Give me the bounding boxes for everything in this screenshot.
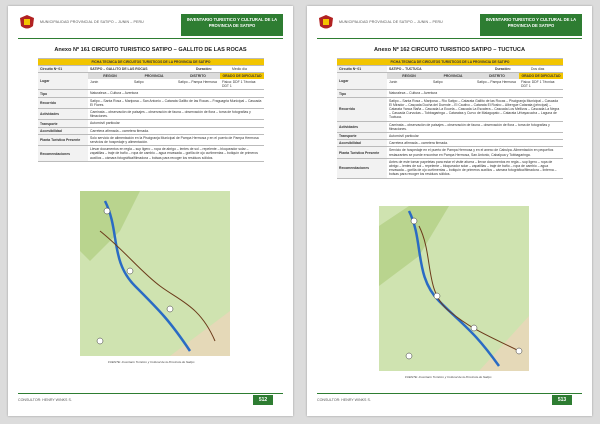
route-map — [379, 206, 529, 371]
difficulty-header: GRADO DE DIFICULTAD — [220, 73, 264, 79]
district-header: DISTRITO — [176, 73, 220, 79]
difficulty-value: Fisica: DDF 1 Técnica: DDT 1 — [521, 80, 556, 89]
access-value: Carretera afirmada – carretera firmada. — [90, 128, 149, 133]
annex-title: Anexo Nº 161 CIRCUITO TURISTICO SATIPO – GALLITO DE LAS ROCAS — [54, 47, 247, 53]
type-value: Naturaleza – Cultura – Aventura — [90, 91, 139, 96]
difficulty-value: Fisica: DDF 1 Técnica: DDT 1 — [222, 80, 257, 89]
route-label: Recorrido — [38, 98, 88, 108]
circuit-name: SATIPO – GALLITO DE LAS ROCAS — [90, 67, 148, 72]
route-value: Satipo – Santa Rosa – Mariposa – San Antonio – Catarata Gallito de las Rocas – Fraguagria Municipal – Cascada El Flores. — [90, 98, 262, 107]
duration-label: Duración: — [196, 67, 212, 72]
province-value: Satipo — [433, 80, 443, 85]
activities-label: Actividades — [337, 122, 387, 132]
consultant-name: CONSULTOR: HENRY WINKS S. — [317, 398, 371, 402]
recommendations-value: Llevar documentos en regla – sup ligero – ropa de abrigo – lentes de sol – repelente – bloqueador solar – zapatillas – traje de baño – ropa de cambio – agua envasada – gorilla de ojo curtimentas – botiquín de primeros auxilios – cámara fotográfica/filmadora – bolsas para recoger los residuos sólidos. — [90, 147, 258, 160]
type-label: Tipo — [337, 90, 387, 96]
circuit-label: Circuito Nº 01 — [38, 66, 88, 72]
access-value: Carretera afirmada – carretera firmada. — [389, 141, 448, 146]
left-page — [8, 6, 293, 416]
recommendations-value: Antes de este tomar papeletas para estar el visite afuera – llevar documentos en regla – sup ligero – ropa de abrigo – lentes de sol – repelente – bloqueador solar – zapatillas – traje de baño – ropa de cambio – agua envasada – gorilla de ojo curtimentas – botiquín de primeros auxilios – cámara fotográfica/filmadora – linterna – bolsas para recoger los residuos sólidos. — [389, 159, 557, 177]
page-number: 512 — [253, 395, 273, 405]
province-header: PROVINCIA — [132, 73, 176, 79]
header-divider — [317, 38, 582, 39]
page-number: 513 — [552, 395, 572, 405]
region-header: REGION — [387, 73, 431, 79]
duration-value: Medio día — [232, 67, 247, 72]
right-page — [307, 6, 592, 416]
route-map — [80, 191, 230, 356]
region-value: Junín — [90, 80, 99, 85]
municipality-name: MUNICIPALIDAD PROVINCIAL DE SATIPO – JUNIN – PERU — [40, 20, 144, 24]
access-label: Accesibilidad — [38, 128, 88, 134]
access-label: Accesibilidad — [337, 140, 387, 146]
inventory-title-box: INVENTARIO TURISTICO Y CULTURAL DE LA PROVINCIA DE SATIPO — [480, 14, 582, 36]
district-value: Satipo – Pampa Hermosa — [178, 80, 217, 85]
annex-title: Anexo Nº 162 CIRCUITO TURISTICO SATIPO – TUCTUCA — [373, 47, 526, 53]
municipal-logo-icon — [317, 14, 335, 32]
map-marker-pin-icon — [167, 306, 173, 312]
region-value: Junín — [389, 80, 398, 85]
source-caption: FUENTE: Inventario Turístico y Cultural de la Provincia de Satipo — [405, 375, 492, 379]
facilities-value: Servicio de hospedaje en el puerto de Pampa Hermosa y en el anexo de Cabulpa. Alimentación en pequeños restaurantes se puede encontrar en Pampa Hermosa, San Antonio, Cabalpua y Tobbagaringa. — [389, 148, 554, 157]
type-label: Tipo — [38, 90, 88, 96]
ficha-heading: FICHA TECNICA DE CIRCUITOS TURISTICOS DE LA PROVINCIA DE SATIPO — [38, 59, 264, 65]
page-footer — [317, 393, 582, 406]
transport-label: Transporte — [337, 133, 387, 139]
recommendations-label: Recomendaciones — [337, 159, 387, 178]
circuit-label: Circuito Nº 01 — [337, 66, 387, 72]
municipality-name: MUNICIPALIDAD PROVINCIAL DE SATIPO – JUNIN – PERU — [339, 20, 443, 24]
map-marker-pin-icon — [411, 218, 417, 224]
facilities-value: Solo servicio de alimentación en la Piscigranja Municipal de Pampa Hermosa y en el puerto de Pampa Hermosa servicios de hospedaje y alimentación. — [90, 135, 259, 145]
map-marker-pin-icon — [406, 353, 412, 359]
map-marker-pin-icon — [471, 325, 477, 331]
ficha-heading: FICHA TECNICA DE CIRCUITOS TURISTICOS DE LA PROVINCIA DE SATIPO — [337, 59, 563, 65]
district-header: DISTRITO — [475, 73, 519, 79]
page-header — [317, 14, 582, 36]
header-divider — [18, 38, 283, 39]
page-header — [18, 14, 283, 36]
tech-sheet-table — [337, 58, 563, 179]
place-label: Lugar — [38, 73, 88, 89]
consultant-name: CONSULTOR: HENRY WINKS S. — [18, 398, 72, 402]
duration-value: Dos días — [531, 67, 545, 72]
map-marker-pin-icon — [434, 293, 440, 299]
region-header: REGION — [88, 73, 132, 79]
map-marker-pin-icon — [516, 348, 522, 354]
source-caption: FUENTE: Inventario Turístico y Cultural de la Provincia de Satipo — [108, 360, 195, 364]
inventory-title-box: INVENTARIO TURISTICO Y CULTURAL DE LA PROVINCIA DE SATIPO — [181, 14, 283, 36]
facilities-label: Planta Turística Presente — [337, 147, 387, 157]
recommendations-label: Recomendaciones — [38, 146, 88, 161]
activities-label: Actividades — [38, 109, 88, 119]
map-marker-pin-icon — [97, 338, 103, 344]
municipal-logo-icon — [18, 14, 36, 32]
tech-sheet-table — [38, 58, 264, 162]
difficulty-header: GRADO DE DIFICULTAD — [519, 73, 563, 79]
activities-value: Caminata – observación de paisajes – observación de fauna – observación de flora – toma de fotografías y filmaciones. — [90, 110, 251, 119]
transport-value: Automóvil particular — [389, 134, 419, 139]
map-marker-pin-icon — [104, 208, 110, 214]
activities-value: Caminata – observación de paisajes – observación de fauna – observación de flora – toma de fotografías y filmaciones. — [389, 122, 550, 131]
route-value: Satipo – Santa Rosa – Mariposa – Río Satipo – Catarata Gallito de las Rocas – Piscigranja Municipal – Cascada El Mirador – Cascada Ducha del Duende – El Cautivo – Catarata El Rosbo – Albergue Catarata (principal) – Catarata Yanca Ñaña – Cascada La Ecuela – Cascada La Escalera – Cascada Los Mellizos – Cascada La Negra – Cascada Curvudas – Tobbagaringa – Cataratas y Curvo de Malagupato – Catarata Urbayacucha – Laguna de Tuctuca. — [389, 98, 560, 120]
province-header: PROVINCIA — [431, 73, 475, 79]
transport-label: Transporte — [38, 120, 88, 126]
map-marker-pin-icon — [127, 268, 133, 274]
route-label: Recorrido — [337, 98, 387, 121]
province-value: Satipo — [134, 80, 144, 85]
transport-value: Automóvil particular — [90, 121, 120, 126]
place-label: Lugar — [337, 73, 387, 89]
district-value: Satipo – Pampa Hermosa — [477, 80, 516, 85]
type-value: Naturaleza – Cultura – Aventura — [389, 91, 438, 96]
duration-label: Duración: — [495, 67, 511, 72]
circuit-name: SATIPO – TUCTUCA — [389, 67, 422, 72]
facilities-label: Planta Turística Presente — [38, 135, 88, 145]
page-footer — [18, 393, 283, 406]
